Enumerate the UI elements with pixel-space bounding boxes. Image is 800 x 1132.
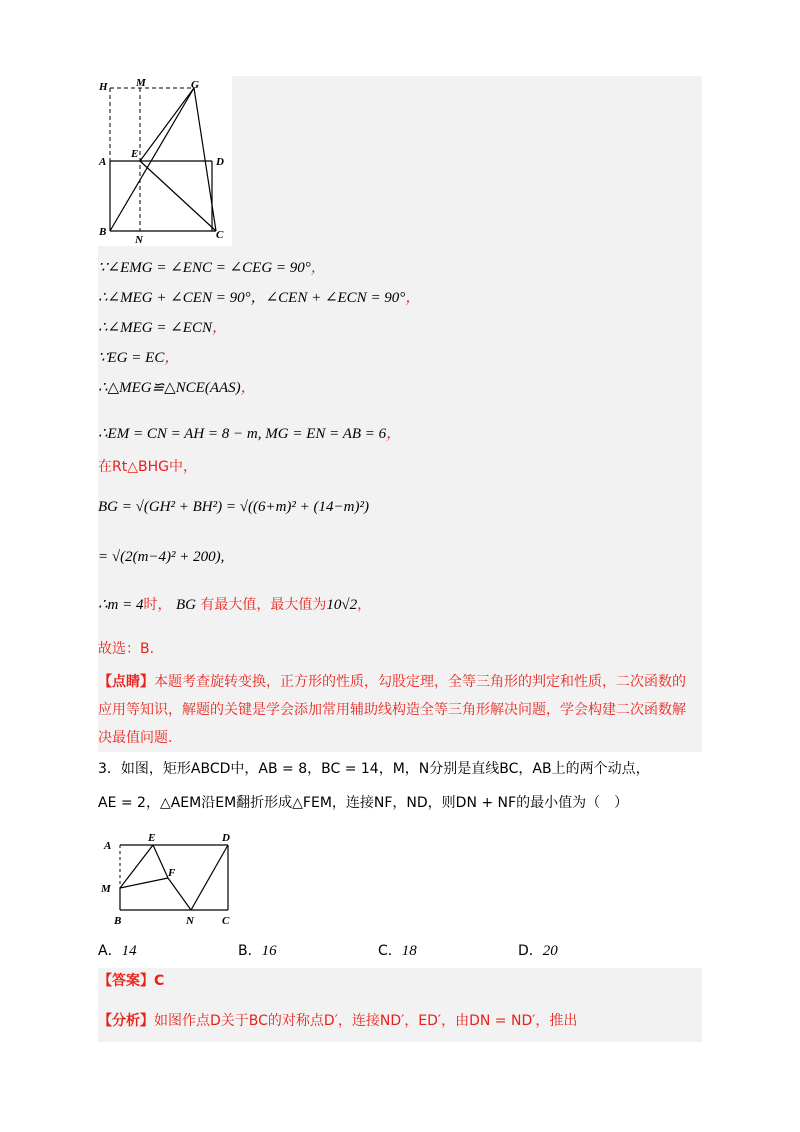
step-2: ∴∠MEG + ∠CEN = 90°，∠CEN + ∠ECN = 90°， [98, 288, 421, 306]
figure-rectangle-fold [98, 828, 238, 928]
step-5: ∴△MEG≌△NCE(AAS)， [98, 378, 256, 396]
fig2-label-e: E [148, 832, 156, 844]
option-d: D．20 [518, 943, 558, 959]
fig2-label-c: C [222, 915, 230, 927]
fig2-label-d: D [222, 832, 230, 844]
step-1: ∵∠EMG = ∠ENC = ∠CEG = 90°， [98, 258, 326, 276]
fig1-label-c: C [216, 229, 224, 241]
analysis-line: 【分析】如图作点D关于BC的对称点D′，连接ND′，ED′，由DN = ND′，推出 [98, 1013, 578, 1029]
fig1-label-h: H [99, 81, 108, 93]
bg-formula: BG = √(GH² + BH²) = √((6+m)² + (14−m)²) [98, 499, 369, 515]
rt-triangle-text: 在Rt△BHG中， [98, 459, 197, 475]
max-value-line: ∴m = 4时， BG 有最大值，最大值为10√2， [98, 597, 372, 613]
fig2-label-n: N [186, 915, 194, 927]
fig1-label-n: N [135, 234, 143, 246]
fig1-label-m: M [136, 77, 146, 89]
option-a: A．14 [98, 943, 137, 959]
fig2-label-f: F [168, 867, 176, 879]
answer-label: 【答案】C [98, 973, 165, 989]
step-3: ∴∠MEG = ∠ECN， [98, 318, 227, 336]
fig2-label-b: B [114, 915, 122, 927]
fig1-label-d: D [216, 156, 224, 168]
figure-rectangle-rotation [98, 76, 232, 246]
step-4: ∵EG = EC， [98, 348, 180, 366]
fig2-label-a: A [104, 840, 112, 852]
bg-formula-simplified: = √(2(m−4)² + 200), [98, 549, 225, 565]
fig2-label-m: M [101, 883, 111, 895]
step-6: ∴EM = CN = AH = 8 − m, MG = EN = AB = 6， [98, 424, 402, 442]
q3-line-1: 3．如图，矩形ABCD中，AB = 8，BC = 14，M，N分别是直线BC，AB上的两个动点， [98, 761, 650, 777]
choose-answer: 故选：B. [98, 641, 155, 657]
fig1-label-e: E [131, 148, 139, 160]
analysis-panel [98, 968, 702, 1042]
fig1-label-a: A [99, 156, 107, 168]
option-b: B．16 [238, 943, 277, 959]
option-c: C．18 [378, 943, 417, 959]
comment-paragraph: 【点睛】本题考查旋转变换，正方形的性质，勾股定理，全等三角形的判定和性质，二次函数的应用等知识，解题的关键是学会添加常用辅助线构造全等三角形解决问题，学会构建二次函数解决最值问题. [98, 674, 686, 746]
fig1-label-g: G [191, 79, 199, 91]
fig1-label-b: B [99, 226, 107, 238]
q3-line-2: AE = 2，△AEM沿EM翻折形成△FEM，连接NF，ND，则DN + NF的最小值为（ ） [98, 795, 629, 811]
